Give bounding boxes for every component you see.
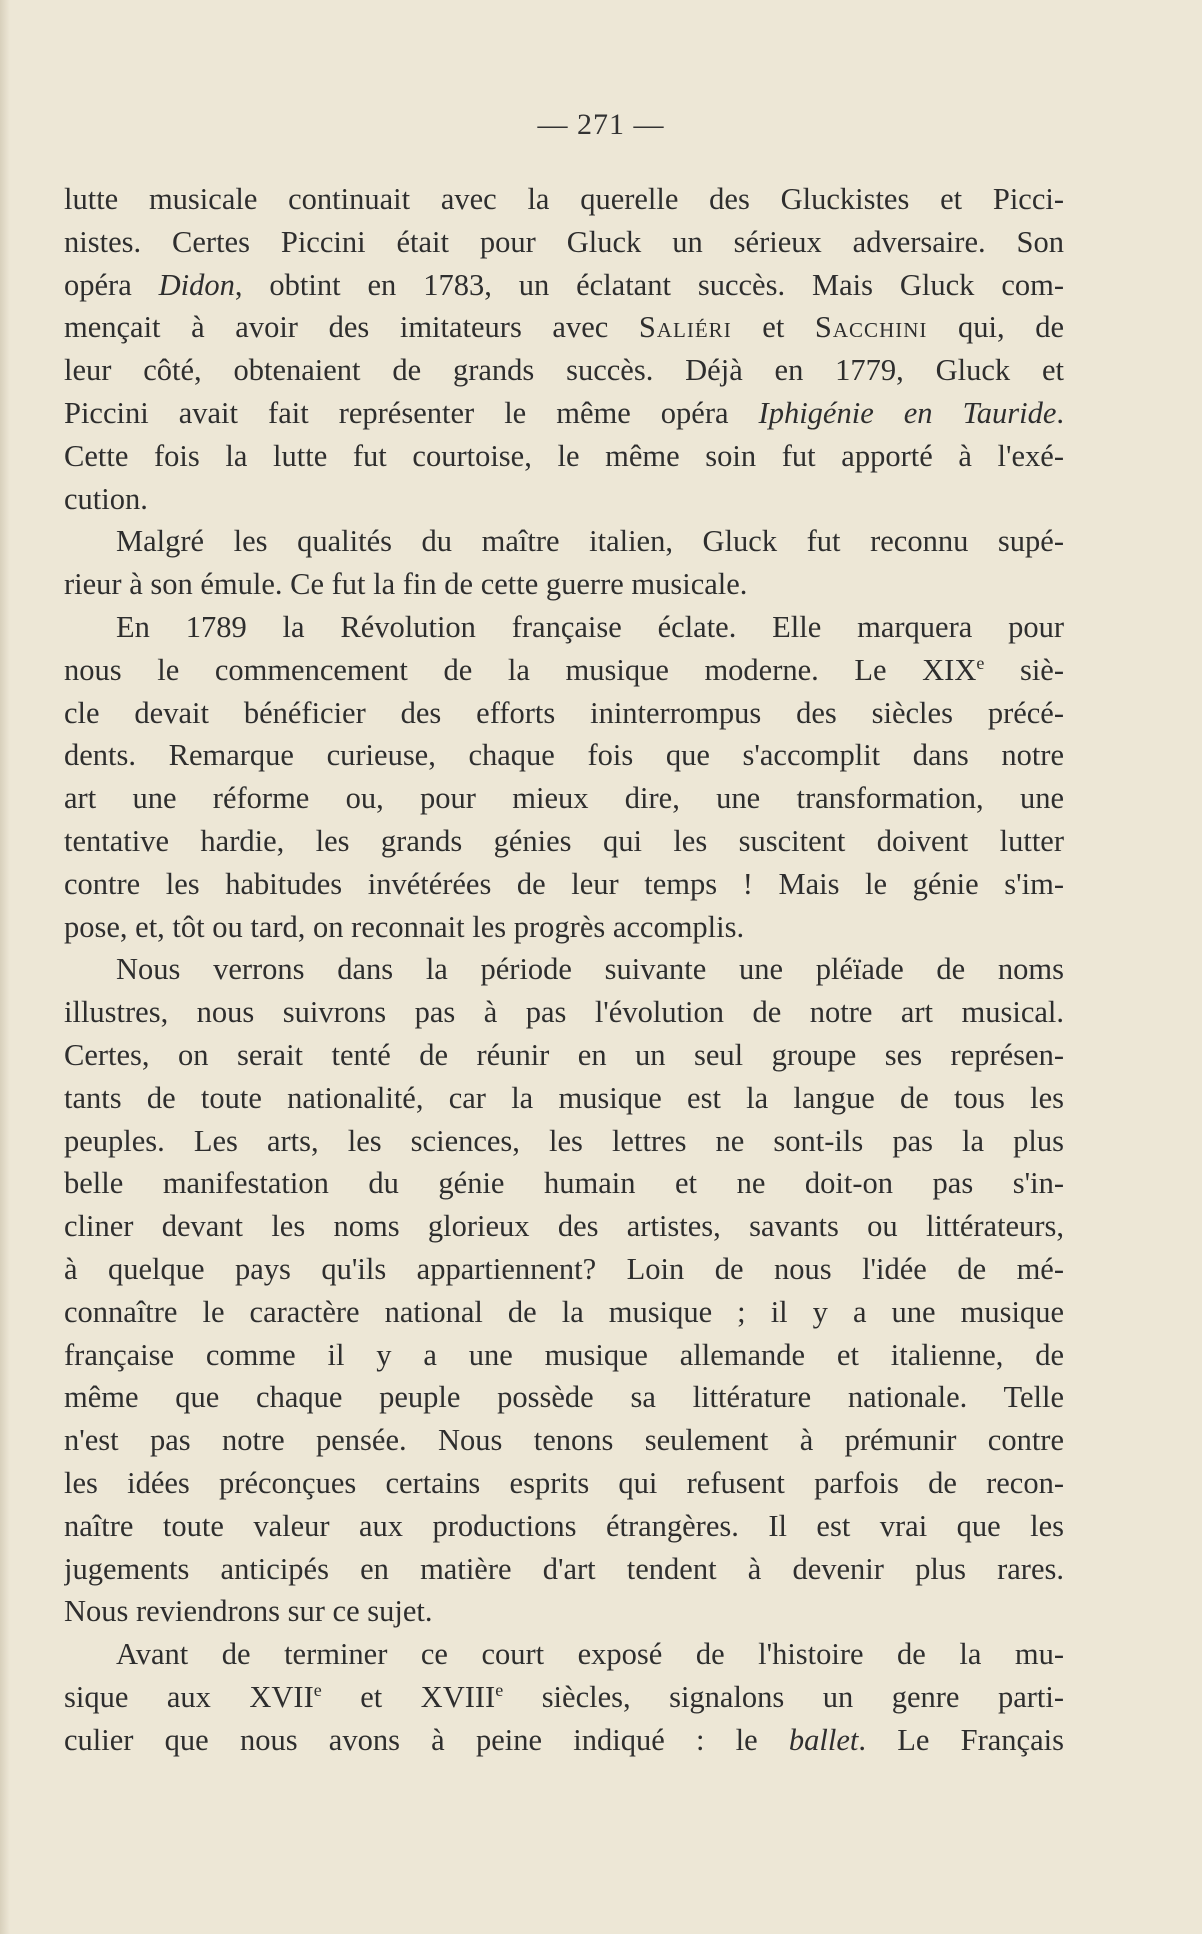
text-run: n'est pas notre pensée. Nous tenons seulement à prémunir contre — [64, 1423, 1064, 1458]
page-number: — 271 — — [537, 108, 665, 141]
text-run: sique aux XVII — [64, 1679, 314, 1714]
text-line — [64, 948, 1064, 991]
text-line — [64, 734, 1064, 777]
text-run: tentative hardie, les grands génies qui les suscitent doivent lutter — [64, 823, 1064, 858]
text-line — [64, 1034, 1064, 1077]
body-text — [64, 178, 1064, 1761]
text-line — [64, 478, 1064, 521]
text-run: opéra — [64, 267, 159, 302]
text-run: rieur à son émule. Ce fut la fin de cette guerre musicale. — [64, 567, 748, 602]
text-run: cution. — [64, 481, 148, 516]
text-line — [64, 1376, 1064, 1419]
text-line — [64, 606, 1064, 649]
text-line — [64, 221, 1064, 264]
text-line — [64, 1334, 1064, 1377]
page-edge-shadow — [0, 0, 10, 1934]
text-run: lutte musicale continuait avec la querelle des Gluckistes et Picci- — [64, 182, 1064, 216]
text-line — [64, 178, 1064, 221]
text-line — [64, 991, 1064, 1034]
text-run: Nous verrons dans la période suivante une pléïade de noms — [116, 952, 1064, 987]
text-run: à quelque pays qu'ils appartiennent? Loin de nous l'idée de mé- — [64, 1251, 1064, 1286]
text-run: même que chaque peuple possède sa littérature nationale. Telle — [64, 1380, 1064, 1415]
text-line — [64, 1462, 1064, 1505]
text-run: et XVIII — [321, 1679, 496, 1714]
small-caps-name: Sacchini — [814, 310, 928, 345]
small-caps-name: Saliéri — [638, 310, 732, 345]
text-line — [64, 1248, 1064, 1291]
text-line — [64, 863, 1064, 906]
text-run: art une réforme ou, pour mieux dire, une transformation, une — [64, 781, 1064, 816]
text-run: naître toute valeur aux productions étrangères. Il est vrai que les — [64, 1508, 1064, 1543]
text-run: siè- — [984, 652, 1064, 687]
text-run: cliner devant les noms glorieux des artistes, savants ou littérateurs, — [64, 1209, 1064, 1244]
text-run: mençait à avoir des imitateurs avec — [64, 310, 639, 345]
text-run: Cette fois la lutte fut courtoise, le même soin fut apporté à l'exé- — [64, 438, 1064, 473]
text-run: nous le commencement de la musique moderne. Le XIX — [64, 652, 977, 687]
text-run: connaître le caractère national de la musique ; il y a une musique — [64, 1294, 1064, 1329]
text-run: illustres, nous suivrons pas à pas l'évolution de notre art musical. — [64, 995, 1064, 1030]
italic-text: Didon — [158, 267, 235, 302]
text-run: . — [1056, 395, 1064, 430]
text-run: nistes. Certes Piccini était pour Gluck un sérieux adversaire. Son — [64, 224, 1064, 259]
text-run: tants de toute nationalité, car la musique est la langue de tous les — [64, 1080, 1064, 1115]
text-line — [64, 1205, 1064, 1248]
text-run: peuples. Les arts, les sciences, les lettres ne sont-ils pas la plus — [64, 1123, 1064, 1158]
text-run: belle manifestation du génie humain et ne doit-on pas s'in- — [64, 1166, 1064, 1201]
superscript: e — [976, 652, 985, 673]
text-line — [64, 392, 1064, 435]
text-line — [64, 649, 1064, 692]
superscript: e — [313, 1679, 322, 1700]
text-line — [64, 1077, 1064, 1120]
text-line — [64, 563, 1064, 606]
text-line — [64, 264, 1064, 307]
text-run: Piccini avait fait représenter le même opéra — [64, 395, 759, 430]
italic-text: ballet — [788, 1722, 859, 1757]
text-line — [64, 1291, 1064, 1334]
text-run: leur côté, obtenaient de grands succès. Déjà en 1779, Gluck et — [64, 353, 1064, 388]
text-run: pose, et, tôt ou tard, on reconnait les progrès accomplis. — [64, 909, 745, 944]
text-run: culier que nous avons à peine indiqué : le — [64, 1722, 789, 1757]
text-line — [64, 349, 1064, 392]
text-line — [64, 1633, 1064, 1676]
text-line — [64, 906, 1064, 949]
text-line — [64, 306, 1064, 349]
superscript: e — [495, 1679, 504, 1700]
text-line — [64, 777, 1064, 820]
text-run: En 1789 la Révolution française éclate. Elle marquera pour — [116, 609, 1064, 644]
text-line — [64, 435, 1064, 478]
italic-text: Iphigénie en Tauride — [758, 395, 1057, 430]
text-line — [64, 820, 1064, 863]
text-run: Nous reviendrons sur ce sujet. — [64, 1594, 433, 1629]
text-run: siècles, signalons un genre parti- — [503, 1679, 1064, 1714]
text-run: . Le Français — [858, 1722, 1064, 1757]
text-line — [64, 1162, 1064, 1205]
text-run: jugements anticipés en matière d'art tendent à devenir plus rares. — [64, 1551, 1064, 1586]
text-run: dents. Remarque curieuse, chaque fois que s'accomplit dans notre — [64, 738, 1064, 773]
text-line — [64, 692, 1064, 735]
text-line — [64, 1719, 1064, 1762]
text-run: cle devait bénéficier des efforts ininterrompus des siècles précé- — [64, 695, 1064, 730]
text-line — [64, 1419, 1064, 1462]
text-run: et — [731, 310, 815, 345]
text-line — [64, 1590, 1064, 1633]
text-line — [64, 1505, 1064, 1548]
text-run: Malgré les qualités du maître italien, Gluck fut reconnu supé- — [116, 524, 1064, 559]
text-run: les idées préconçues certains esprits qui refusent parfois de recon- — [64, 1465, 1064, 1500]
text-run: qui, de — [927, 310, 1064, 345]
text-run: Certes, on serait tenté de réunir en un seul groupe ses représen- — [64, 1037, 1064, 1072]
text-run: , obtint en 1783, un éclatant succès. Mais Gluck com- — [234, 267, 1064, 302]
text-line — [64, 520, 1064, 563]
text-run: Avant de terminer ce court exposé de l'histoire de la mu- — [116, 1637, 1064, 1672]
text-line — [64, 1676, 1064, 1719]
text-run: contre les habitudes invétérées de leur temps ! Mais le génie s'im- — [64, 866, 1064, 901]
text-line — [64, 1120, 1064, 1163]
text-line — [64, 1548, 1064, 1591]
text-run: française comme il y a une musique allemande et italienne, de — [64, 1337, 1064, 1372]
